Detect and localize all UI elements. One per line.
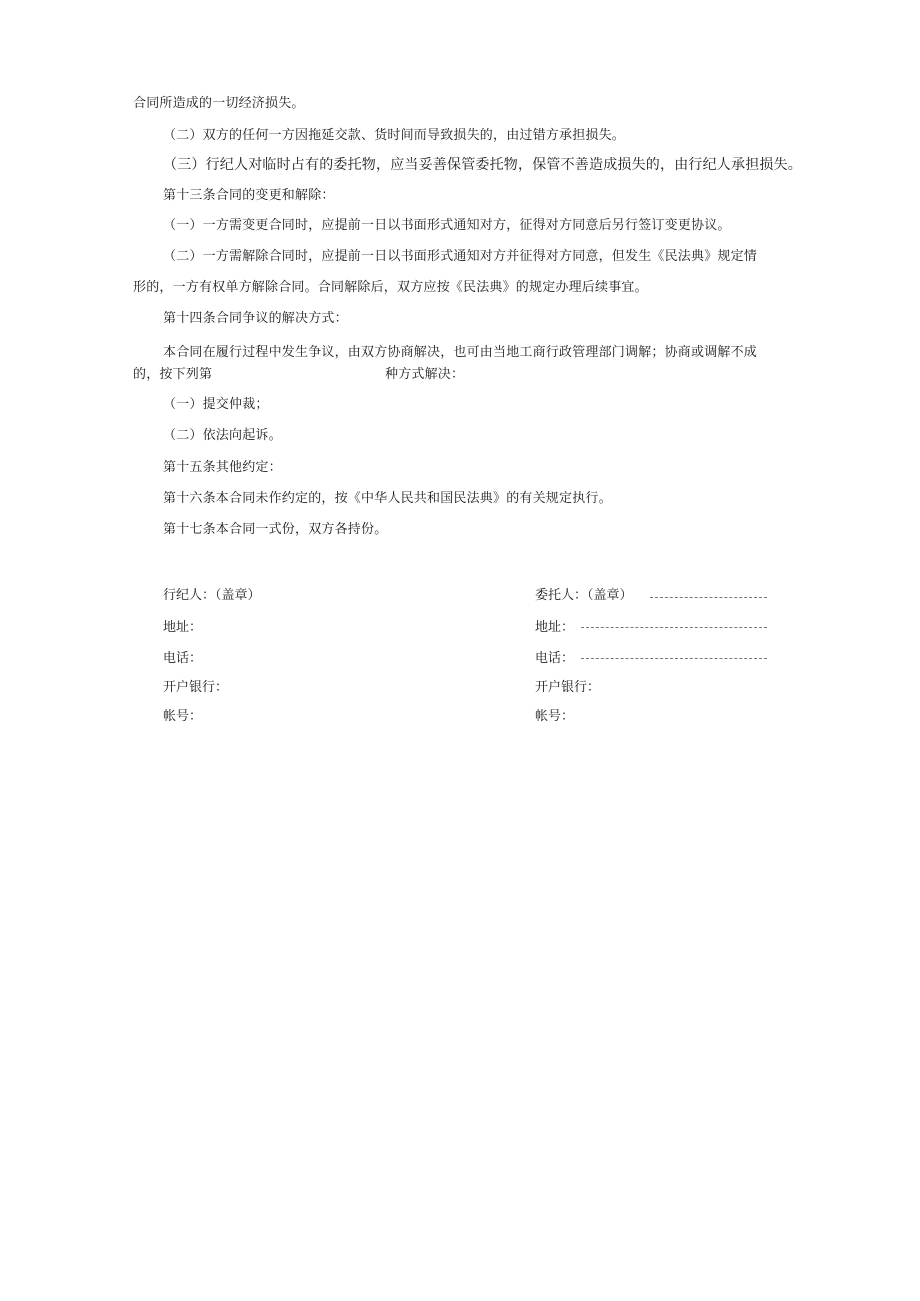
left-phone-label: 电话： (163, 651, 203, 666)
right-phone-line (581, 658, 767, 659)
left-account-label: 帐号： (163, 709, 203, 724)
right-party-label: 委托人：（盖章） (535, 588, 633, 603)
paragraph-line: （二）一方需解除合同时，应提前一日以书面形式通知对方并征得对方同意，但发生《民法典》规定情 (163, 249, 758, 264)
article-heading: 第十三条合同的变更和解除： (163, 188, 335, 203)
right-account-label: 帐号： (535, 709, 575, 724)
right-bank-label: 开户银行： (535, 680, 601, 695)
right-party-line (650, 597, 767, 598)
paragraph-line: （二）双方的任何一方因拖延交款、货时间而导致损失的，由过错方承担损失。 (163, 128, 626, 143)
paragraph-line: 种方式解决： (385, 367, 465, 382)
left-bank-label: 开户银行： (163, 680, 229, 695)
left-address-label: 地址： (163, 620, 203, 635)
right-phone-label: 电话： (535, 651, 575, 666)
left-party-label: 行纪人：（盖章） (163, 588, 261, 603)
paragraph-line: （一）一方需变更合同时，应提前一日以书面形式通知对方，征得对方同意后另行签订变更协议。 (163, 218, 731, 233)
paragraph-line: 形的，一方有权单方解除合同。合同解除后，双方应按《民法典》的规定办理后续事宜。 (133, 280, 648, 295)
article-heading: 第十六条本合同未作约定的，按《中华人民共和国民法典》的有关规定执行。 (163, 491, 612, 506)
list-item: （一）提交仲裁； (163, 397, 269, 412)
paragraph-line: 合同所造成的一切经济损失。 (133, 96, 305, 111)
paragraph-line: 的，按下列第 (133, 367, 213, 382)
paragraph-line: （三）行纪人对临时占有的委托物，应当妥善保管委托物，保管不善造成损失的，由行纪人承担损失。 (163, 157, 802, 173)
paragraph-line: 本合同在履行过程中发生争议，由双方协商解决，也可由当地工商行政管理部门调解；协商或调解不成 (163, 345, 758, 360)
right-address-label: 地址： (535, 620, 575, 635)
article-heading: 第十七条本合同一式份，双方各持份。 (163, 522, 388, 537)
list-item: （二）依法向起诉。 (163, 428, 282, 443)
article-heading: 第十四条合同争议的解决方式： (163, 311, 348, 326)
article-heading: 第十五条其他约定： (163, 460, 282, 475)
right-address-line (581, 627, 767, 628)
